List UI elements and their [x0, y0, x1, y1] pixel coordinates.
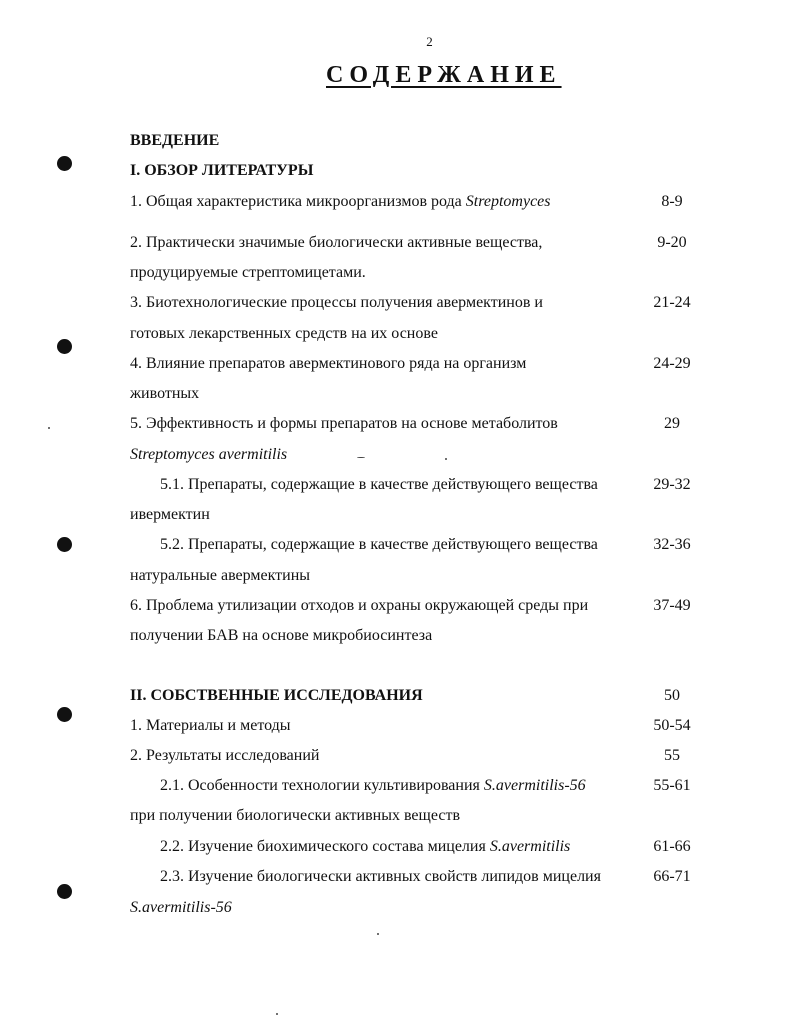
- scan-speck: [377, 933, 379, 935]
- toc-entry-page: 9-20: [657, 234, 687, 251]
- binder-hole: [57, 537, 72, 552]
- toc-entry-italic: S.avermitilis-56: [483, 777, 586, 794]
- toc-entry: [130, 598, 702, 614]
- toc-entry: [130, 416, 702, 432]
- toc-entry-italic: Streptomyces: [465, 193, 551, 210]
- section-intro: [130, 133, 702, 149]
- binder-hole: [57, 156, 72, 171]
- toc-entry-continuation: получении БАВ на основе микробиосинтеза: [130, 627, 433, 644]
- toc-entry-continuation: S.avermitilis-56: [130, 899, 232, 916]
- toc-entry-page: 61-66: [653, 838, 691, 855]
- toc-entry-text: 2.1. Особенности технологии культивирования: [160, 777, 484, 794]
- toc-entry: [130, 295, 702, 311]
- section-part1-label: I. ОБЗОР ЛИТЕРАТУРЫ: [130, 162, 314, 179]
- toc-entry-text: 4. Влияние препаратов авермектинового ряда на организм: [130, 355, 527, 372]
- toc-entry-page: 32-36: [653, 536, 691, 553]
- toc-entry-text: 6. Проблема утилизации отходов и охраны окружающей среды при: [130, 597, 589, 614]
- toc-entry-continuation: при получении биологически активных веществ: [130, 807, 460, 824]
- toc-entry-page: 24-29: [653, 355, 691, 372]
- toc-entry: [160, 778, 702, 794]
- toc-entry-page: 37-49: [653, 597, 691, 614]
- toc-entry: [130, 356, 702, 372]
- toc-entry-text: 3. Биотехнологические процессы получения авермектинов и: [130, 294, 543, 311]
- toc-entry-continuation: ивермектин: [130, 506, 210, 523]
- toc-entry-italic: S.avermitilis: [489, 838, 571, 855]
- section-part2-label: II. СОБСТВЕННЫЕ ИССЛЕДОВАНИЯ: [130, 687, 423, 704]
- toc-entry-text: 2.3. Изучение биологически активных свойств липидов мицелия: [160, 868, 601, 885]
- toc-entry: [160, 537, 702, 553]
- toc-entry-text: 5.1. Препараты, содержащие в качестве действующего вещества: [160, 476, 598, 493]
- binder-hole: [57, 884, 72, 899]
- section-part1: [130, 163, 702, 179]
- toc-entry-text: 5. Эффективность и формы препаратов на основе метаболитов: [130, 415, 558, 432]
- toc-entry: [160, 839, 702, 855]
- section-part2: [130, 688, 702, 704]
- toc-entry-text: 5.2. Препараты, содержащие в качестве действующего вещества: [160, 536, 598, 553]
- document-title: СОДЕРЖАНИЕ: [326, 62, 562, 88]
- toc-entry: [130, 194, 702, 210]
- toc-entry-continuation: Streptomyces avermitilis: [130, 446, 288, 463]
- scan-speck: [445, 458, 447, 460]
- page-number: 2: [426, 34, 433, 49]
- toc-entry-text: 1. Материалы и методы: [130, 717, 291, 734]
- toc-entry-text: 2.2. Изучение биохимического состава мицелия: [160, 838, 490, 855]
- toc-entry-page: 21-24: [653, 294, 691, 311]
- toc-entry-page: 29: [664, 415, 680, 432]
- scan-speck: [357, 457, 365, 458]
- toc-entry-page: 55-61: [653, 777, 691, 794]
- toc-entry-page: 55: [664, 747, 680, 764]
- toc-entry-text: 2. Практически значимые биологически активные вещества,: [130, 234, 543, 251]
- toc-entry: [160, 477, 702, 493]
- toc-entry-continuation: натуральные авермектины: [130, 567, 311, 584]
- scan-speck: [276, 1013, 278, 1015]
- toc-entry-page: 8-9: [661, 193, 683, 210]
- toc-entry: [130, 748, 702, 764]
- toc-entry-continuation: готовых лекарственных средств на их основе: [130, 325, 438, 342]
- binder-hole: [57, 339, 72, 354]
- toc-entry-page: 66-71: [653, 868, 691, 885]
- binder-hole: [57, 707, 72, 722]
- section-intro-label: ВВЕДЕНИЕ: [130, 132, 220, 149]
- scan-speck: [48, 427, 50, 429]
- toc-entry-page: 29-32: [653, 476, 691, 493]
- toc-entry-continuation: продуцируемые стрептомицетами.: [130, 264, 366, 281]
- section-part2-page: 50: [664, 687, 680, 704]
- toc-entry-text: 1. Общая характеристика микроорганизмов рода: [130, 193, 466, 210]
- toc-entry-page: 50-54: [653, 717, 691, 734]
- toc-entry-continuation: животных: [130, 385, 200, 402]
- toc-entry: [160, 869, 702, 885]
- toc-entry: [130, 235, 702, 251]
- toc-entry: [130, 718, 702, 734]
- toc-entry-text: 2. Результаты исследований: [130, 747, 320, 764]
